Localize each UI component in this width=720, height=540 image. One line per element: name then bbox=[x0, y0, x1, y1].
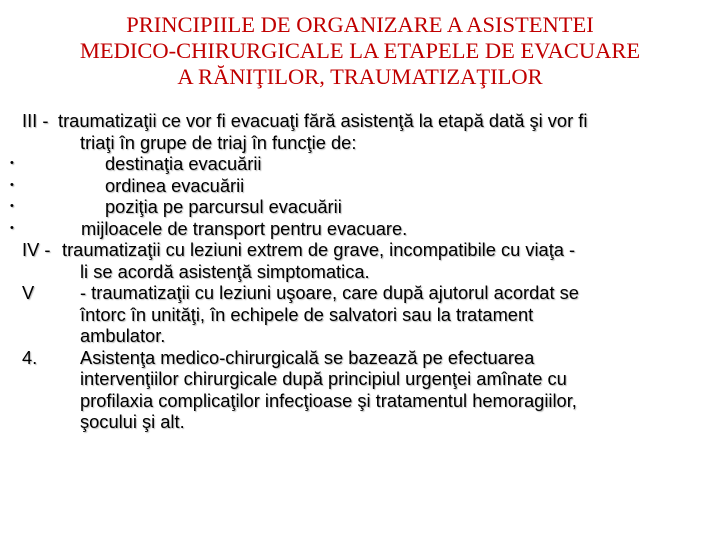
section-4-text: Asistenţa medico-chirurgicală se bazează pe efectuarea bbox=[80, 346, 535, 368]
section-v-marker: V bbox=[22, 282, 35, 303]
bullet-icon: • bbox=[10, 221, 14, 234]
section-4-text: şocului şi alt. bbox=[80, 411, 185, 432]
section-iv-text: li se acordă asistenţă simptomatica. bbox=[80, 260, 370, 282]
slide-body bbox=[10, 110, 712, 433]
section-4-line bbox=[22, 390, 712, 412]
title-line: MEDICO-CHIRURGICALE LA ETAPELE DE EVACUARE bbox=[79, 38, 641, 63]
bullet-item bbox=[10, 196, 712, 218]
section-4-line bbox=[22, 347, 712, 369]
section-iii-line bbox=[22, 110, 712, 132]
section-iv-line bbox=[22, 239, 712, 261]
section-v-text: - traumatizaţii cu leziuni uşoare, care după ajutorul acordat se bbox=[80, 282, 579, 303]
bullet-text: mijloacele de transport pentru evacuare. bbox=[81, 217, 408, 239]
bullet-item bbox=[10, 153, 712, 175]
section-v-text: ambulator. bbox=[80, 325, 166, 346]
section-iii-text: triaţi în grupe de triaj în funcţie de: bbox=[80, 131, 357, 153]
section-v-line bbox=[22, 304, 712, 326]
bullet-icon: • bbox=[10, 178, 14, 191]
section-iii-line bbox=[22, 132, 712, 154]
section-iv-text: traumatizaţii cu leziuni extrem de grave, incompatibile cu viaţa - bbox=[62, 239, 576, 260]
section-4-text: intervenţiilor chirurgicale după principiul urgenţei amînate cu bbox=[80, 368, 567, 389]
section-iv-marker: IV - bbox=[22, 239, 51, 260]
bullet-text: destinaţia evacuării bbox=[105, 153, 262, 174]
section-v-line bbox=[22, 282, 712, 304]
bullet-text: ordinea evacuării bbox=[105, 174, 245, 196]
section-v-line bbox=[22, 325, 712, 347]
title-line: A RĂNIŢILOR, TRAUMATIZAŢILOR bbox=[177, 64, 543, 89]
section-4-line bbox=[22, 368, 712, 390]
bullet-text: poziţia pe parcursul evacuării bbox=[105, 196, 342, 217]
slide-title bbox=[10, 12, 710, 90]
section-4-text: profilaxia complicaţilor infecţioase şi tratamentul hemoragiilor, bbox=[80, 389, 577, 411]
section-4-line bbox=[22, 411, 712, 433]
section-iii-text: traumatizaţii ce vor fi evacuaţi fără asistenţă la etapă dată şi vor fi bbox=[58, 110, 588, 131]
section-iv-line bbox=[22, 261, 712, 283]
section-4-marker: 4. bbox=[22, 346, 38, 368]
bullet-item bbox=[10, 174, 712, 197]
title-line: PRINCIPIILE DE ORGANIZARE A ASISTENTEI bbox=[126, 12, 594, 37]
bullet-item bbox=[10, 217, 712, 240]
section-v-text: întorc în unităţi, în echipele de salvatori sau la tratament bbox=[80, 303, 534, 325]
bullet-icon: • bbox=[10, 200, 14, 212]
section-iii-marker: III - bbox=[22, 110, 49, 131]
bullet-icon: • bbox=[10, 157, 14, 169]
